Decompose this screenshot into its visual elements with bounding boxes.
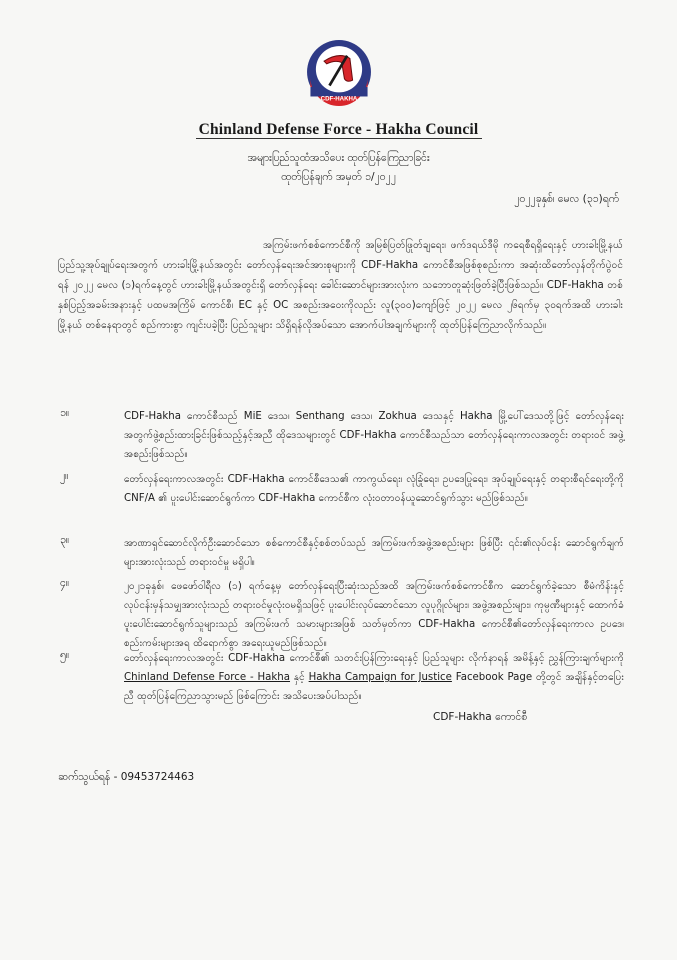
item-text-part: တော်လှန်ရေးကာလအတွင်း CDF-Hakha ကောင်စီ၏ သတင်းပြန်ကြားရေးနှင့် ပြည်သူများ လိုက်နာရန် အမိန့်နှင့် ညွှန်ကြားချက်များကို (124, 653, 624, 664)
item-number: ၄။ (60, 577, 70, 589)
intro-paragraph: အကြမ်းဖက်စစ်ကောင်စီကို အမြစ်ပြတ်ဖြုတ်ချရေး၊ ဖက်ဒရယ်ဒီမို ကရေစီရရှိရေးနှင့် ဟားခါးမြို့နယ်ပြည်သူ့အုပ်ချုပ်ရေးအတွက် ဟားခါးမြို့နယ်အတွင်း တော်လှန်ရေးအင်အားစုများကို CDF-Hakha ကောင်စီအဖြစ်စုစည်းကာ အဆုံးထိတော်လှန်တိုက်ပွဲဝင်ရန် ၂၀၂၂ မေလ (၁)ရက်နေ့တွင် ဟားခါးမြို့နယ်အတွင်းရှိ တော်လှန်ရေး ခေါင်းဆောင်များအားလုံးက သဘောတူဆုံးဖြတ်ခဲ့ပြီးဖြစ်သည်။ CDF-Hakha တစ်နှစ်ပြည့်အခမ်းအနားနှင့် ပထမအကြိမ် ကောင်စီ၊ EC နှင့် OC အစည်းအဝေးကိုလည်း လူ(၃၀၀)ကျော်ဖြင့် ၂၀၂၂ မေလ ၂၆ရက်မှ ၃၀ရက်အထိ ဟားခါးမြို့နယ် တစ်နေရာတွင် စည်ကားစွာ ကျင်းပခဲ့ပြီး ပြည်သူများ သိရှိရန်လိုအပ်သော အောက်ပါအချက်များကို ထုတ်ပြန်ကြေညာလိုက်သည်။ (58, 240, 623, 331)
organization-title: Chinland Defense Force - Hakha Council (198, 121, 479, 138)
cdf-hakha-logo (305, 38, 373, 106)
statement-date: ၂၀၂၂ခုနှစ်၊ မေလ (၃၁)ရက် (514, 193, 619, 205)
item-number: ၂။ (60, 470, 69, 482)
statement-number: ထုတ်ပြန်ချက် အမှတ် ၁/၂၀၂၂ (281, 171, 396, 183)
item-text-part: Facebook Page တို့တွင် အချိန်နှင့်တပြေးညီ ထုတ်ပြန်ကြေညာသွားမည် ဖြစ်ကြောင်း အသိပေးအပ်ပါသည်။ (124, 672, 624, 702)
item-number: ၅။ (60, 649, 70, 661)
item-text-part: နှင့် (290, 672, 309, 683)
statement-heading: အများပြည်သူထံအသိပေး ထုတ်ပြန်ကြေညာခြင်း (247, 152, 430, 164)
contact-phone: ဆက်သွယ်ရန် - 09453724463 (58, 771, 195, 783)
item-text: တော်လှန်ရေးကာလအတွင်း CDF-Hakha ကောင်စီဒေသ၏ ကာကွယ်ရေး၊ လုံခြုံရေး၊ ဥပဒေပြုရေး၊ အုပ်ချုပ်ရေးနှင့် တရားစီရင်ရေးတို့ကို CNF/A ၏ ပူးပေါင်းဆောင်ရွက်ကာ CDF-Hakha ကောင်စီက လုံးဝတာဝန်ယူဆောင်ရွက်သွား မည်ဖြစ်သည်။ (124, 474, 624, 504)
item-number: ၁။ (60, 407, 70, 419)
item-number: ၃။ (60, 534, 70, 546)
facebook-page-link: Chinland Defense Force - Hakha (124, 672, 291, 683)
title-underline (196, 138, 482, 139)
signature: CDF-Hakha ကောင်စီ (433, 711, 528, 723)
logo-text: CDF-HAKHA (320, 95, 358, 103)
item-text: CDF-Hakha ကောင်စီသည် MiE ဒေသ၊ Senthang ဒေသ၊ Zokhua ဒေသနှင့် Hakha မြို့ပေါ်ဒေသတို့ဖြင့် တော်လှန်ရေး အတွက်ဖွဲ့စည်းထားခြင်းဖြစ်သည့်နှင့်အညီ ထိုဒေသများတွင် CDF-Hakha ကောင်စီသည်သာ တော်လှန်ရေးကာလအတွင်း တရားဝင် အဖွဲ့အစည်းဖြစ်သည်။ (124, 411, 624, 460)
item-text: အာဏာရှင်ဆောင်လိုက်ဦးဆောင်သော စစ်ကောင်စီနှင့်စစ်တပ်သည် အကြမ်းဖက်အဖွဲ့အစည်းများ ဖြစ်ပြီး ၎င်း၏လုပ်ငန်း ဆောင်ရွက်ချက်များအားလုံးသည် တရားဝင်မှု မရှိပါ။ (124, 538, 624, 568)
facebook-page-link: Hakha Campaign for Justice (308, 672, 452, 683)
item-text: ၂၀၂၁ခုနှစ်၊ ဖေဖော်ဝါရီလ (၁) ရက်နေ့မှ တော်လှန်ရေးပြီးဆုံးသည်အထိ အကြမ်းဖက်စစ်ကောင်စီက ဆောင်ရွက်ခဲ့သော စီမံကိန်းနှင့်လုပ်ငန်းမှန်သမျှအားလုံးသည် တရားဝင်မှုလုံးဝမရှိသဖြင့် ပူးပေါင်းလုပ်ဆောင်သော လူပုဂ္ဂိုလ်များ၊ အဖွဲ့အစည်းများ၊ ကုမ္ပဏီများနှင့် ထောက်ခံ ပူးပေါင်းဆောင်ရွက်သူများသည် အကြမ်းဖက် သမားများအဖြစ် သတ်မှတ်ကာ CDF-Hakha ကောင်စီ၏တော်လှန်ရေးကာလ ဥပဒေ၊ စည်းကမ်းများအရ ထိရောက်စွာ အရေးယူမည်ဖြစ်သည်။ (124, 581, 624, 649)
item-text (124, 649, 624, 706)
